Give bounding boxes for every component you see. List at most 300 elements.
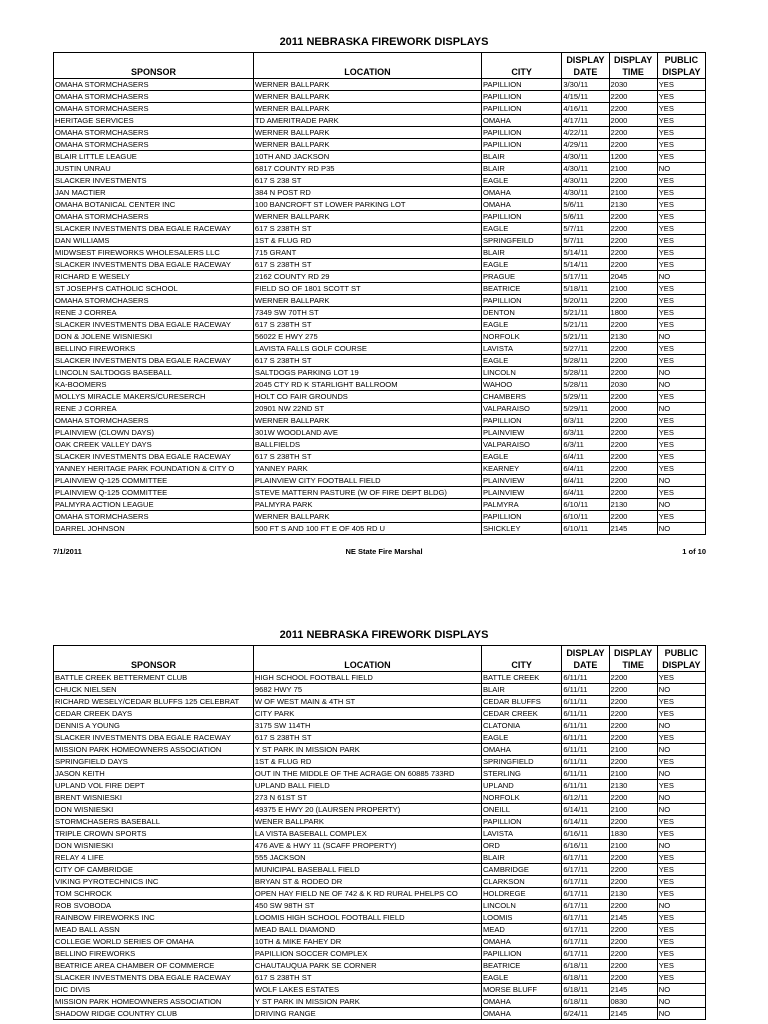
header-location: LOCATION xyxy=(253,646,481,672)
location-cell: 617 S 238 ST xyxy=(253,175,481,187)
sponsor-cell: OMAHA STORMCHASERS xyxy=(54,103,254,115)
city-cell: EAGLE xyxy=(481,175,561,187)
date-cell: 6/14/11 xyxy=(562,816,609,828)
city-cell: MORSE BLUFF xyxy=(481,984,561,996)
city-cell: CEDAR BLUFFS xyxy=(481,696,561,708)
public-display-cell: YES xyxy=(657,816,705,828)
date-cell: 6/17/11 xyxy=(562,912,609,924)
date-cell: 5/7/11 xyxy=(562,235,609,247)
time-cell: 2145 xyxy=(609,984,657,996)
time-cell: 2200 xyxy=(609,672,657,684)
header-date-bottom: DATE xyxy=(573,67,598,77)
time-cell: 2200 xyxy=(609,247,657,259)
time-cell: 2200 xyxy=(609,223,657,235)
public-display-cell: NO xyxy=(657,744,705,756)
date-cell: 6/3/11 xyxy=(562,415,609,427)
time-cell: 2200 xyxy=(609,259,657,271)
location-cell: TD AMERITRADE PARK xyxy=(253,115,481,127)
sponsor-cell: DON & JOLENE WISNIESKI xyxy=(54,331,254,343)
public-display-cell: YES xyxy=(657,283,705,295)
header-time-top: DISPLAY xyxy=(614,55,653,65)
table-row xyxy=(54,439,706,451)
location-cell: 7349 SW 70TH ST xyxy=(253,307,481,319)
city-cell: OMAHA xyxy=(481,199,561,211)
header-public-bottom: DISPLAY xyxy=(662,67,701,77)
date-cell: 6/4/11 xyxy=(562,463,609,475)
public-display-cell: NO xyxy=(657,331,705,343)
city-cell: PAPILLION xyxy=(481,91,561,103)
table-row xyxy=(54,948,706,960)
time-cell: 2200 xyxy=(609,91,657,103)
public-display-cell: YES xyxy=(657,127,705,139)
table-row xyxy=(54,900,706,912)
public-display-cell: NO xyxy=(657,984,705,996)
date-cell: 6/17/11 xyxy=(562,936,609,948)
time-cell: 2200 xyxy=(609,936,657,948)
public-display-cell: YES xyxy=(657,307,705,319)
date-cell: 5/29/11 xyxy=(562,391,609,403)
public-display-cell: YES xyxy=(657,247,705,259)
public-display-cell: YES xyxy=(657,672,705,684)
sponsor-cell: OMAHA STORMCHASERS xyxy=(54,127,254,139)
date-cell: 6/18/11 xyxy=(562,996,609,1008)
city-cell: ONEILL xyxy=(481,804,561,816)
table-row xyxy=(54,804,706,816)
table-row xyxy=(54,367,706,379)
date-cell: 5/14/11 xyxy=(562,259,609,271)
table-row xyxy=(54,672,706,684)
public-display-cell: YES xyxy=(657,451,705,463)
date-cell: 5/6/11 xyxy=(562,211,609,223)
time-cell: 2200 xyxy=(609,696,657,708)
time-cell: 2200 xyxy=(609,792,657,804)
city-cell: EAGLE xyxy=(481,972,561,984)
location-cell: 273 N 61ST ST xyxy=(253,792,481,804)
public-display-cell: YES xyxy=(657,756,705,768)
time-cell: 2200 xyxy=(609,816,657,828)
sponsor-cell: OAK CREEK VALLEY DAYS xyxy=(54,439,254,451)
sponsor-cell: UPLAND VOL FIRE DEPT xyxy=(54,780,254,792)
header-location: LOCATION xyxy=(253,53,481,79)
table-body xyxy=(54,79,706,535)
page-title: 2011 NEBRASKA FIREWORK DISPLAYS xyxy=(279,629,489,641)
location-cell: WERNER BALLPARK xyxy=(253,295,481,307)
table-row xyxy=(54,996,706,1008)
date-cell: 6/10/11 xyxy=(562,523,609,535)
public-display-cell: NO xyxy=(657,840,705,852)
city-cell: KEARNEY xyxy=(481,463,561,475)
date-cell: 6/11/11 xyxy=(562,708,609,720)
public-display-cell: YES xyxy=(657,235,705,247)
sponsor-cell: RENE J CORREA xyxy=(54,307,254,319)
sponsor-cell: JUSTIN UNRAU xyxy=(54,163,254,175)
public-display-cell: YES xyxy=(657,199,705,211)
date-cell: 6/17/11 xyxy=(562,876,609,888)
city-cell: WAHOO xyxy=(481,379,561,391)
table-row xyxy=(54,223,706,235)
public-display-cell: NO xyxy=(657,499,705,511)
table-row xyxy=(54,463,706,475)
date-cell: 5/17/11 xyxy=(562,271,609,283)
time-cell: 2200 xyxy=(609,720,657,732)
public-display-cell: YES xyxy=(657,223,705,235)
city-cell: PAPILLION xyxy=(481,816,561,828)
table-body xyxy=(54,672,706,1020)
public-display-cell: YES xyxy=(657,295,705,307)
table-row xyxy=(54,756,706,768)
sponsor-cell: OMAHA STORMCHASERS xyxy=(54,91,254,103)
sponsor-cell: RICHARD E WESELY xyxy=(54,271,254,283)
sponsor-cell: SLACKER INVESTMENTS DBA EGALE RACEWAY xyxy=(54,355,254,367)
location-cell: 617 S 238TH ST xyxy=(253,972,481,984)
city-cell: PRAGUE xyxy=(481,271,561,283)
time-cell: 2045 xyxy=(609,271,657,283)
table-row xyxy=(54,912,706,924)
time-cell: 2100 xyxy=(609,840,657,852)
table-row xyxy=(54,163,706,175)
city-cell: EAGLE xyxy=(481,732,561,744)
city-cell: OMAHA xyxy=(481,187,561,199)
public-display-cell: YES xyxy=(657,780,705,792)
public-display-cell: NO xyxy=(657,996,705,1008)
time-cell: 2200 xyxy=(609,175,657,187)
table-row xyxy=(54,331,706,343)
header-display-time xyxy=(609,646,657,672)
public-display-cell: YES xyxy=(657,960,705,972)
sponsor-cell: MISSION PARK HOMEOWNERS ASSOCIATION xyxy=(54,744,254,756)
sponsor-cell: HERITAGE SERVICES xyxy=(54,115,254,127)
location-cell: LOOMIS HIGH SCHOOL FOOTBALL FIELD xyxy=(253,912,481,924)
public-display-cell: NO xyxy=(657,900,705,912)
date-cell: 4/22/11 xyxy=(562,127,609,139)
public-display-cell: YES xyxy=(657,708,705,720)
date-cell: 5/28/11 xyxy=(562,355,609,367)
date-cell: 5/20/11 xyxy=(562,295,609,307)
public-display-cell: NO xyxy=(657,792,705,804)
table-row xyxy=(54,415,706,427)
sponsor-cell: KA-BOOMERS xyxy=(54,379,254,391)
table-row xyxy=(54,511,706,523)
location-cell: 617 S 238TH ST xyxy=(253,451,481,463)
location-cell: PAPILLION SOCCER COMPLEX xyxy=(253,948,481,960)
city-cell: MEAD xyxy=(481,924,561,936)
sponsor-cell: OMAHA STORMCHASERS xyxy=(54,139,254,151)
time-cell: 2200 xyxy=(609,367,657,379)
date-cell: 6/4/11 xyxy=(562,451,609,463)
location-cell: 476 AVE & HWY 11 (SCAFF PROPERTY) xyxy=(253,840,481,852)
table-row xyxy=(54,175,706,187)
time-cell: 2130 xyxy=(609,331,657,343)
sponsor-cell: BLAIR LITTLE LEAGUE xyxy=(54,151,254,163)
table-row xyxy=(54,792,706,804)
date-cell: 6/11/11 xyxy=(562,684,609,696)
city-cell: OMAHA xyxy=(481,1008,561,1020)
table-row xyxy=(54,696,706,708)
time-cell: 1200 xyxy=(609,151,657,163)
time-cell: 2200 xyxy=(609,295,657,307)
date-cell: 5/7/11 xyxy=(562,223,609,235)
date-cell: 6/11/11 xyxy=(562,756,609,768)
public-display-cell: NO xyxy=(657,720,705,732)
date-cell: 5/18/11 xyxy=(562,283,609,295)
header-time-top: DISPLAY xyxy=(614,648,653,658)
city-cell: BLAIR xyxy=(481,684,561,696)
location-cell: 617 S 238TH ST xyxy=(253,223,481,235)
location-cell: 384 N POST RD xyxy=(253,187,481,199)
location-cell: MUNICIPAL BASEBALL FIELD xyxy=(253,864,481,876)
date-cell: 4/15/11 xyxy=(562,91,609,103)
date-cell: 6/18/11 xyxy=(562,984,609,996)
public-display-cell: YES xyxy=(657,732,705,744)
time-cell: 2000 xyxy=(609,115,657,127)
header-display-date xyxy=(562,646,609,672)
date-cell: 4/17/11 xyxy=(562,115,609,127)
city-cell: LINCOLN xyxy=(481,367,561,379)
date-cell: 4/29/11 xyxy=(562,139,609,151)
public-display-cell: YES xyxy=(657,259,705,271)
date-cell: 5/28/11 xyxy=(562,379,609,391)
location-cell: WERNER BALLPARK xyxy=(253,91,481,103)
city-cell: PAPILLION xyxy=(481,139,561,151)
table-row xyxy=(54,984,706,996)
location-cell: DRIVING RANGE xyxy=(253,1008,481,1020)
sponsor-cell: SLACKER INVESTMENTS DBA EGALE RACEWAY xyxy=(54,223,254,235)
time-cell: 2130 xyxy=(609,888,657,900)
sponsor-cell: OMAHA STORMCHASERS xyxy=(54,295,254,307)
location-cell: 10TH AND JACKSON xyxy=(253,151,481,163)
sponsor-cell: RELAY 4 LIFE xyxy=(54,852,254,864)
table-row xyxy=(54,127,706,139)
table-row xyxy=(54,720,706,732)
table-row xyxy=(54,876,706,888)
public-display-cell: YES xyxy=(657,139,705,151)
location-cell: BRYAN ST & RODEO DR xyxy=(253,876,481,888)
location-cell: 3175 SW 114TH xyxy=(253,720,481,732)
table-row xyxy=(54,319,706,331)
city-cell: BATTLE CREEK xyxy=(481,672,561,684)
city-cell: CHAMBERS xyxy=(481,391,561,403)
date-cell: 6/17/11 xyxy=(562,948,609,960)
header-city: CITY xyxy=(481,53,561,79)
sponsor-cell: BEATRICE AREA CHAMBER OF COMMERCE xyxy=(54,960,254,972)
sponsor-cell: MEAD BALL ASSN xyxy=(54,924,254,936)
location-cell: 555 JACKSON xyxy=(253,852,481,864)
date-cell: 6/11/11 xyxy=(562,720,609,732)
location-cell: LA VISTA BASEBALL COMPLEX xyxy=(253,828,481,840)
time-cell: 2200 xyxy=(609,511,657,523)
time-cell: 1800 xyxy=(609,307,657,319)
date-cell: 5/27/11 xyxy=(562,343,609,355)
public-display-cell: YES xyxy=(657,511,705,523)
time-cell: 2200 xyxy=(609,211,657,223)
date-cell: 6/12/11 xyxy=(562,792,609,804)
location-cell: OUT IN THE MIDDLE OF THE ACRAGE ON 60885 733RD xyxy=(253,768,481,780)
public-display-cell: YES xyxy=(657,828,705,840)
city-cell: PAPILLION xyxy=(481,511,561,523)
sponsor-cell: CHUCK NIELSEN xyxy=(54,684,254,696)
city-cell: BLAIR xyxy=(481,247,561,259)
city-cell: NORFOLK xyxy=(481,331,561,343)
sponsor-cell: SLACKER INVESTMENTS DBA EGALE RACEWAY xyxy=(54,259,254,271)
city-cell: LINCOLN xyxy=(481,900,561,912)
time-cell: 0830 xyxy=(609,996,657,1008)
location-cell: UPLAND BALL FIELD xyxy=(253,780,481,792)
public-display-cell: NO xyxy=(657,523,705,535)
date-cell: 6/11/11 xyxy=(562,768,609,780)
location-cell: FIELD SO OF 1801 SCOTT ST xyxy=(253,283,481,295)
date-cell: 6/16/11 xyxy=(562,828,609,840)
header-public-display xyxy=(657,646,705,672)
time-cell: 2200 xyxy=(609,475,657,487)
date-cell: 6/10/11 xyxy=(562,499,609,511)
city-cell: PAPILLION xyxy=(481,295,561,307)
time-cell: 2200 xyxy=(609,319,657,331)
location-cell: SALTDOGS PARKING LOT 19 xyxy=(253,367,481,379)
table-row xyxy=(54,523,706,535)
sponsor-cell: DARREL JOHNSON xyxy=(54,523,254,535)
city-cell: SPRINGFEILD xyxy=(481,235,561,247)
public-display-cell: NO xyxy=(657,367,705,379)
table-row xyxy=(54,427,706,439)
city-cell: BLAIR xyxy=(481,151,561,163)
location-cell: WENER BALLPARK xyxy=(253,816,481,828)
public-display-cell: YES xyxy=(657,924,705,936)
date-cell: 6/17/11 xyxy=(562,900,609,912)
city-cell: EAGLE xyxy=(481,259,561,271)
public-display-cell: YES xyxy=(657,415,705,427)
sponsor-cell: DENNIS A YOUNG xyxy=(54,720,254,732)
time-cell: 2200 xyxy=(609,391,657,403)
city-cell: BEATRICE xyxy=(481,960,561,972)
public-display-cell: NO xyxy=(657,271,705,283)
location-cell: WERNER BALLPARK xyxy=(253,415,481,427)
time-cell: 2200 xyxy=(609,972,657,984)
sponsor-cell: JASON KEITH xyxy=(54,768,254,780)
fireworks-table xyxy=(53,645,706,1020)
location-cell: 10TH & MIKE FAHEY DR xyxy=(253,936,481,948)
table-row xyxy=(54,744,706,756)
footer-date: 7/1/2011 xyxy=(53,547,82,556)
city-cell: PLAINVIEW xyxy=(481,475,561,487)
sponsor-cell: ROB SVOBODA xyxy=(54,900,254,912)
public-display-cell: YES xyxy=(657,487,705,499)
sponsor-cell: OMAHA BOTANICAL CENTER INC xyxy=(54,199,254,211)
location-cell: 617 S 238TH ST xyxy=(253,259,481,271)
time-cell: 2200 xyxy=(609,852,657,864)
time-cell: 2200 xyxy=(609,415,657,427)
public-display-cell: YES xyxy=(657,115,705,127)
sponsor-cell: SHADOW RIDGE COUNTRY CLUB xyxy=(54,1008,254,1020)
city-cell: OMAHA xyxy=(481,996,561,1008)
public-display-cell: YES xyxy=(657,391,705,403)
date-cell: 6/16/11 xyxy=(562,840,609,852)
sponsor-cell: SLACKER INVESTMENTS DBA EGALE RACEWAY xyxy=(54,451,254,463)
time-cell: 2200 xyxy=(609,924,657,936)
location-cell: 56022 E HWY 275 xyxy=(253,331,481,343)
location-cell: WERNER BALLPARK xyxy=(253,511,481,523)
header-date-bottom: DATE xyxy=(573,660,598,670)
header-display-date xyxy=(562,53,609,79)
location-cell: 617 S 238TH ST xyxy=(253,355,481,367)
header-public-bottom: DISPLAY xyxy=(662,660,701,670)
time-cell: 2200 xyxy=(609,463,657,475)
time-cell: 2200 xyxy=(609,732,657,744)
time-cell: 2100 xyxy=(609,163,657,175)
table-row xyxy=(54,768,706,780)
city-cell: EAGLE xyxy=(481,223,561,235)
time-cell: 2200 xyxy=(609,708,657,720)
time-cell: 2200 xyxy=(609,684,657,696)
public-display-cell: YES xyxy=(657,888,705,900)
date-cell: 6/11/11 xyxy=(562,696,609,708)
location-cell: HIGH SCHOOL FOOTBALL FIELD xyxy=(253,672,481,684)
city-cell: CEDAR CREEK xyxy=(481,708,561,720)
location-cell: W OF WEST MAIN & 4TH ST xyxy=(253,696,481,708)
time-cell: 2200 xyxy=(609,487,657,499)
time-cell: 2130 xyxy=(609,199,657,211)
city-cell: NORFOLK xyxy=(481,792,561,804)
location-cell: CITY PARK xyxy=(253,708,481,720)
time-cell: 2200 xyxy=(609,900,657,912)
city-cell: BLAIR xyxy=(481,163,561,175)
header-public-top: PUBLIC xyxy=(664,648,699,658)
city-cell: CLARKSON xyxy=(481,876,561,888)
sponsor-cell: SLACKER INVESTMENTS xyxy=(54,175,254,187)
city-cell: STERLING xyxy=(481,768,561,780)
date-cell: 6/17/11 xyxy=(562,888,609,900)
location-cell: WERNER BALLPARK xyxy=(253,211,481,223)
sponsor-cell: YANNEY HERITAGE PARK FOUNDATION & CITY O xyxy=(54,463,254,475)
location-cell: 1ST & FLUG RD xyxy=(253,756,481,768)
public-display-cell: YES xyxy=(657,463,705,475)
table-row xyxy=(54,780,706,792)
sponsor-cell: STORMCHASERS BASEBALL xyxy=(54,816,254,828)
table-row xyxy=(54,487,706,499)
time-cell: 2200 xyxy=(609,756,657,768)
location-cell: 49375 E HWY 20 (LAURSEN PROPERTY) xyxy=(253,804,481,816)
city-cell: PLAINVIEW xyxy=(481,487,561,499)
location-cell: 9682 HWY 75 xyxy=(253,684,481,696)
location-cell: 450 SW 98TH ST xyxy=(253,900,481,912)
location-cell: LAVISTA FALLS GOLF COURSE xyxy=(253,343,481,355)
location-cell: 6817 COUNTY RD P35 xyxy=(253,163,481,175)
city-cell: LAVISTA xyxy=(481,343,561,355)
sponsor-cell: PLAINVIEW (CLOWN DAYS) xyxy=(54,427,254,439)
date-cell: 6/3/11 xyxy=(562,439,609,451)
sponsor-cell: ST JOSEPH'S CATHOLIC SCHOOL xyxy=(54,283,254,295)
time-cell: 2100 xyxy=(609,187,657,199)
date-cell: 5/21/11 xyxy=(562,319,609,331)
location-cell: 20901 NW 22ND ST xyxy=(253,403,481,415)
date-cell: 6/14/11 xyxy=(562,804,609,816)
table-row xyxy=(54,103,706,115)
time-cell: 2100 xyxy=(609,283,657,295)
table-row xyxy=(54,972,706,984)
city-cell: OMAHA xyxy=(481,115,561,127)
date-cell: 6/4/11 xyxy=(562,487,609,499)
location-cell: 500 FT S AND 100 FT E OF 405 RD U xyxy=(253,523,481,535)
public-display-cell: YES xyxy=(657,948,705,960)
public-display-cell: YES xyxy=(657,912,705,924)
date-cell: 4/30/11 xyxy=(562,187,609,199)
sponsor-cell: RAINBOW FIREWORKS INC xyxy=(54,912,254,924)
date-cell: 6/17/11 xyxy=(562,852,609,864)
location-cell: 715 GRANT xyxy=(253,247,481,259)
header-date-top: DISPLAY xyxy=(566,648,605,658)
location-cell: YANNEY PARK xyxy=(253,463,481,475)
public-display-cell: NO xyxy=(657,163,705,175)
header-time-bottom: TIME xyxy=(622,67,644,77)
